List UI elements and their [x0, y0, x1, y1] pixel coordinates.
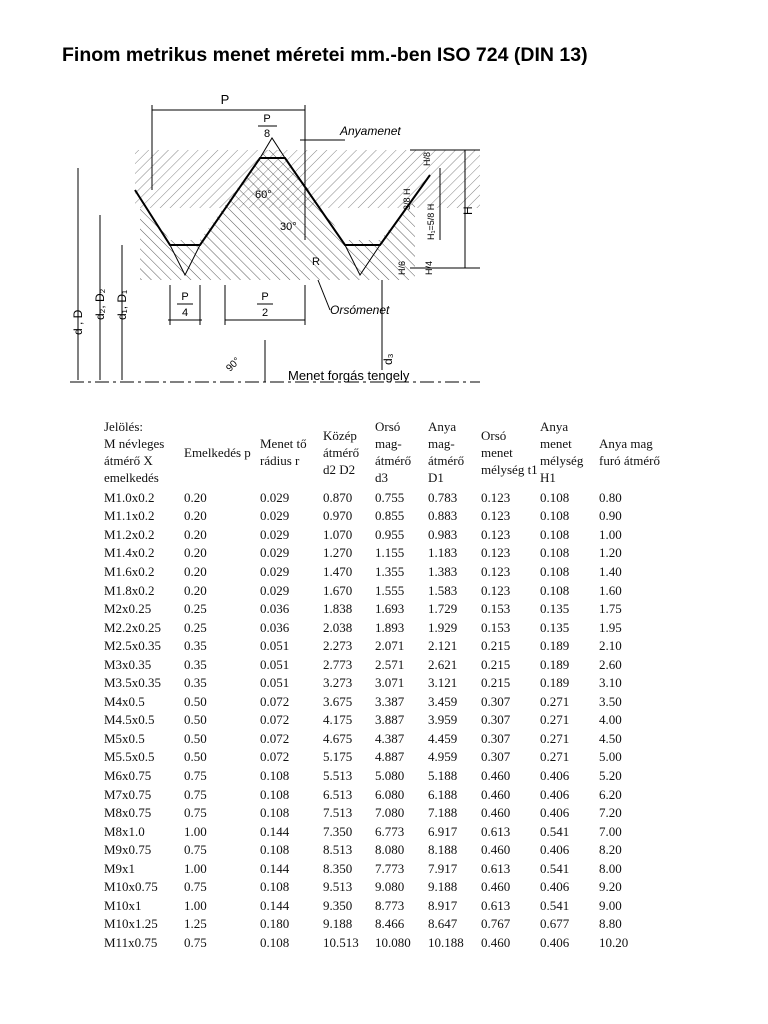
table-cell: 1.00: [184, 897, 207, 913]
table-cell: 0.406: [540, 879, 570, 895]
table-cell: 8.00: [599, 860, 622, 876]
table-cell: 0.123: [481, 582, 511, 598]
table-cell: 1.40: [599, 563, 622, 579]
table-cell: 7.080: [375, 805, 405, 821]
table-cell: 0.051: [260, 675, 290, 691]
table-row: [104, 896, 671, 915]
d3-label: d₃: [381, 353, 395, 365]
table-cell: 0.75: [184, 842, 207, 858]
table-cell: 0.189: [540, 656, 570, 672]
table-cell: 1.470: [323, 563, 353, 579]
p8-numerator: P: [263, 113, 271, 125]
table-cell: M3x0.35: [104, 656, 152, 672]
table-cell: 6.188: [428, 786, 458, 802]
table-cell: 4.175: [323, 712, 353, 728]
page-title: Finom metrikus menet méretei mm.-ben ISO 724 (DIN 13): [62, 44, 588, 66]
table-cell: 0.029: [260, 563, 290, 579]
table-cell: 3.459: [428, 693, 458, 709]
table-cell: 0.460: [481, 842, 511, 858]
table-cell: 8.80: [599, 916, 622, 932]
table-cell: 0.029: [260, 526, 290, 542]
table-cell: 9.080: [375, 879, 405, 895]
table-body: [104, 488, 671, 952]
p2-numerator: P: [261, 291, 269, 303]
table-row: [104, 803, 671, 822]
table-cell: 1.60: [599, 582, 622, 598]
table-cell: 0.036: [260, 619, 290, 635]
table-cell: 0.271: [540, 730, 570, 746]
table-cell: 0.783: [428, 489, 458, 505]
table-cell: 0.108: [540, 582, 570, 598]
table-cell: 4.887: [375, 749, 405, 765]
table-cell: 0.271: [540, 749, 570, 765]
table-cell: 0.955: [375, 526, 405, 542]
table-cell: 0.406: [540, 786, 570, 802]
table-cell: M10x1: [104, 897, 142, 913]
table-cell: 5.513: [323, 767, 353, 783]
table-cell: M5x0.5: [104, 730, 145, 746]
d2-D2-label: d₂, D₂: [93, 288, 107, 320]
table-cell: 0.051: [260, 656, 290, 672]
table-cell: 0.215: [481, 656, 511, 672]
table-cell: 4.00: [599, 712, 622, 728]
table-cell: 8.917: [428, 897, 458, 913]
table-cell: 0.108: [260, 786, 290, 802]
table-cell: 0.406: [540, 805, 570, 821]
table-cell: 3.959: [428, 712, 458, 728]
header-pitch: Emelkedés p: [184, 444, 251, 460]
table-cell: 0.271: [540, 693, 570, 709]
table-cell: 7.00: [599, 823, 622, 839]
table-cell: 1.693: [375, 601, 405, 617]
angle-60-label: 60°: [255, 189, 272, 201]
table-cell: 0.072: [260, 730, 290, 746]
table-cell: 0.123: [481, 508, 511, 524]
table-cell: 4.959: [428, 749, 458, 765]
table-cell: 2.273: [323, 638, 353, 654]
table-cell: 8.080: [375, 842, 405, 858]
table-cell: 7.20: [599, 805, 622, 821]
table-cell: 0.215: [481, 675, 511, 691]
table-cell: 0.108: [260, 879, 290, 895]
table-cell: 7.350: [323, 823, 353, 839]
d1-D1-label: d₁, D₁: [115, 289, 129, 320]
table-cell: 5.20: [599, 767, 622, 783]
angle-30-label: 30°: [280, 221, 297, 233]
table-row: [104, 655, 671, 674]
radius-label: R: [312, 256, 320, 268]
header-designation: Jelölés: M névleges átmérő X emelkedés: [104, 419, 165, 485]
orsomenet-label: Orsómenet: [330, 303, 390, 317]
table-row: [104, 581, 671, 600]
header-nut-thread-depth: Anya menet mélység H1: [540, 419, 584, 485]
p-top-label: P: [220, 92, 230, 107]
header-bolt-minor-diameter: Orsó mag-átmérő d3: [375, 419, 412, 485]
p2-denominator: 2: [261, 307, 269, 319]
table-row: [104, 933, 671, 952]
table-cell: 0.20: [184, 489, 207, 505]
table-cell: 2.621: [428, 656, 458, 672]
table-cell: M9x0.75: [104, 842, 152, 858]
table-cell: 0.029: [260, 508, 290, 524]
table-cell: 4.387: [375, 730, 405, 746]
table-cell: 0.189: [540, 675, 570, 691]
table-cell: 0.108: [260, 767, 290, 783]
table-cell: 6.773: [375, 823, 405, 839]
table-cell: M1.8x0.2: [104, 582, 155, 598]
table-cell: 3.675: [323, 693, 353, 709]
table-cell: 0.883: [428, 508, 458, 524]
table-cell: 0.541: [540, 860, 570, 876]
table-cell: 9.00: [599, 897, 622, 913]
table-cell: 9.513: [323, 879, 353, 895]
table-cell: 0.307: [481, 693, 511, 709]
table-cell: 1.270: [323, 545, 353, 561]
table-cell: 0.072: [260, 693, 290, 709]
table-cell: 0.029: [260, 489, 290, 505]
table-cell: 0.051: [260, 638, 290, 654]
table-cell: 3.10: [599, 675, 622, 691]
table-cell: 0.613: [481, 823, 511, 839]
table-cell: 8.350: [323, 860, 353, 876]
table-cell: 10.20: [599, 934, 629, 950]
table-cell: 5.00: [599, 749, 622, 765]
table-cell: 0.50: [184, 693, 207, 709]
h-label: H: [461, 206, 475, 215]
table-cell: 3.121: [428, 675, 458, 691]
table-cell: 8.513: [323, 842, 353, 858]
table-cell: 9.188: [428, 879, 458, 895]
table-cell: M1.6x0.2: [104, 563, 155, 579]
table-row: [104, 748, 671, 767]
table-cell: 0.75: [184, 879, 207, 895]
table-cell: 0.677: [540, 916, 570, 932]
table-cell: 2.60: [599, 656, 622, 672]
table-cell: 0.144: [260, 897, 290, 913]
table-cell: 0.135: [540, 619, 570, 635]
table-row: [104, 785, 671, 804]
table-cell: 6.917: [428, 823, 458, 839]
table-cell: 0.20: [184, 545, 207, 561]
h-4-label: H/4: [424, 260, 434, 275]
h-38-label: 3/8 H: [402, 188, 412, 210]
table-cell: 3.887: [375, 712, 405, 728]
table-row: [104, 729, 671, 748]
table-cell: 0.153: [481, 619, 511, 635]
table-cell: M1.2x0.2: [104, 526, 155, 542]
table-cell: 1.070: [323, 526, 353, 542]
table-cell: M8x0.75: [104, 805, 152, 821]
table-cell: 0.970: [323, 508, 353, 524]
table-cell: 0.123: [481, 545, 511, 561]
table-cell: 7.773: [375, 860, 405, 876]
table-cell: 8.20: [599, 842, 622, 858]
table-cell: 4.675: [323, 730, 353, 746]
table-cell: 0.20: [184, 526, 207, 542]
header-root-radius: Menet tő rádius r: [260, 436, 307, 468]
table-cell: 1.183: [428, 545, 458, 561]
table-cell: 0.180: [260, 916, 290, 932]
table-cell: M4x0.5: [104, 693, 145, 709]
table-cell: 0.406: [540, 842, 570, 858]
table-cell: 0.541: [540, 823, 570, 839]
table-cell: 1.355: [375, 563, 405, 579]
table-row: [104, 507, 671, 526]
table-cell: 1.929: [428, 619, 458, 635]
table-cell: 0.460: [481, 805, 511, 821]
table-cell: M10x1.25: [104, 916, 158, 932]
table-cell: 0.406: [540, 934, 570, 950]
table-row: [104, 822, 671, 841]
table-row: [104, 859, 671, 878]
table-cell: 8.773: [375, 897, 405, 913]
table-cell: 2.071: [375, 638, 405, 654]
table-cell: 1.20: [599, 545, 622, 561]
table-cell: M3.5x0.35: [104, 675, 162, 691]
table-cell: 0.75: [184, 805, 207, 821]
table-cell: 0.613: [481, 897, 511, 913]
table-cell: 0.75: [184, 934, 207, 950]
table-cell: M7x0.75: [104, 786, 152, 802]
table-cell: 0.35: [184, 638, 207, 654]
table-cell: 0.20: [184, 508, 207, 524]
table-cell: 1.95: [599, 619, 622, 635]
table-cell: 1.893: [375, 619, 405, 635]
table-cell: 0.80: [599, 489, 622, 505]
d-D-label: d , D: [71, 309, 85, 335]
table-cell: 10.188: [428, 934, 464, 950]
table-cell: 1.729: [428, 601, 458, 617]
table-row: [104, 636, 671, 655]
table-row: [104, 877, 671, 896]
table-cell: M1.0x0.2: [104, 489, 155, 505]
table-cell: M1.4x0.2: [104, 545, 155, 561]
table-cell: 2.571: [375, 656, 405, 672]
table-cell: 0.072: [260, 712, 290, 728]
table-cell: 0.460: [481, 934, 511, 950]
table-cell: 0.50: [184, 712, 207, 728]
table-cell: 0.855: [375, 508, 405, 524]
table-cell: 2.121: [428, 638, 458, 654]
table-cell: 0.75: [184, 767, 207, 783]
table-row: [104, 673, 671, 692]
table-cell: M4.5x0.5: [104, 712, 155, 728]
table-cell: 8.647: [428, 916, 458, 932]
table-cell: 0.460: [481, 786, 511, 802]
table-cell: 0.072: [260, 749, 290, 765]
table-cell: 7.513: [323, 805, 353, 821]
table-cell: 8.188: [428, 842, 458, 858]
table-cell: 1.00: [184, 823, 207, 839]
table-row: [104, 525, 671, 544]
table-cell: M2x0.25: [104, 601, 152, 617]
table-cell: 7.188: [428, 805, 458, 821]
table-cell: 9.20: [599, 879, 622, 895]
table-cell: 0.983: [428, 526, 458, 542]
table-cell: 0.108: [540, 545, 570, 561]
table-cell: 2.773: [323, 656, 353, 672]
table-cell: 8.466: [375, 916, 405, 932]
table-cell: 0.271: [540, 712, 570, 728]
table-cell: M10x0.75: [104, 879, 158, 895]
table-cell: 0.123: [481, 563, 511, 579]
table-cell: 0.406: [540, 767, 570, 783]
table-cell: M1.1x0.2: [104, 508, 155, 524]
table-cell: 0.25: [184, 601, 207, 617]
p8-denominator: 8: [263, 128, 271, 140]
table-cell: 0.35: [184, 656, 207, 672]
table-cell: 0.144: [260, 860, 290, 876]
table-cell: 7.917: [428, 860, 458, 876]
table-header-row: [104, 416, 671, 488]
axis-label: Menet forgás tengely: [288, 368, 410, 383]
table-cell: 0.029: [260, 582, 290, 598]
table-cell: 0.189: [540, 638, 570, 654]
table-cell: 1.583: [428, 582, 458, 598]
table-cell: 2.038: [323, 619, 353, 635]
table-cell: 0.460: [481, 879, 511, 895]
table-cell: 4.50: [599, 730, 622, 746]
table-cell: 3.50: [599, 693, 622, 709]
table-cell: 0.755: [375, 489, 405, 505]
angle-90-label: 90°: [224, 355, 243, 375]
table-cell: 3.273: [323, 675, 353, 691]
table-cell: M5.5x0.5: [104, 749, 155, 765]
table-cell: 9.350: [323, 897, 353, 913]
table-cell: 1.25: [184, 916, 207, 932]
table-cell: 0.108: [260, 805, 290, 821]
table-cell: 0.108: [540, 508, 570, 524]
table-cell: 6.20: [599, 786, 622, 802]
table-cell: 0.75: [184, 786, 207, 802]
table-cell: 0.153: [481, 601, 511, 617]
table-cell: 0.35: [184, 675, 207, 691]
table-cell: 0.036: [260, 601, 290, 617]
table-cell: 0.135: [540, 601, 570, 617]
table-row: [104, 599, 671, 618]
table-cell: 1.00: [184, 860, 207, 876]
thread-dimensions-table: [104, 416, 671, 952]
table-cell: 0.307: [481, 730, 511, 746]
table-cell: M11x0.75: [104, 934, 158, 950]
table-cell: 10.080: [375, 934, 411, 950]
table-cell: 0.108: [540, 526, 570, 542]
table-cell: 0.460: [481, 767, 511, 783]
thread-profile-diagram: [60, 80, 500, 400]
h-6-label: H/6: [397, 260, 407, 275]
table-row: [104, 488, 671, 507]
table-cell: 0.123: [481, 489, 511, 505]
table-cell: 0.20: [184, 563, 207, 579]
table-cell: 0.215: [481, 638, 511, 654]
table-cell: 0.029: [260, 545, 290, 561]
table-row: [104, 840, 671, 859]
table-cell: 6.080: [375, 786, 405, 802]
table-cell: 0.144: [260, 823, 290, 839]
table-cell: 2.10: [599, 638, 622, 654]
header-nut-minor-diameter: Anya mag-átmérő D1: [428, 419, 465, 485]
table-row: [104, 562, 671, 581]
table-cell: 1.00: [599, 526, 622, 542]
table-cell: 0.108: [260, 842, 290, 858]
table-cell: 0.50: [184, 749, 207, 765]
table-row: [104, 711, 671, 730]
h-8-label: H/8: [422, 151, 432, 166]
table-cell: 5.188: [428, 767, 458, 783]
table-cell: 0.108: [260, 934, 290, 950]
table-cell: 3.071: [375, 675, 405, 691]
table-cell: 1.75: [599, 601, 622, 617]
table-cell: 0.767: [481, 916, 511, 932]
table-row: [104, 915, 671, 934]
p4-numerator: P: [181, 291, 189, 303]
table-cell: 5.080: [375, 767, 405, 783]
table-cell: 0.541: [540, 897, 570, 913]
table-cell: 0.613: [481, 860, 511, 876]
table-cell: 6.513: [323, 786, 353, 802]
table-cell: M2.2x0.25: [104, 619, 162, 635]
table-cell: 4.459: [428, 730, 458, 746]
table-cell: 0.20: [184, 582, 207, 598]
p4-denominator: 4: [181, 307, 189, 319]
table-cell: 0.50: [184, 730, 207, 746]
table-cell: 1.555: [375, 582, 405, 598]
table-row: [104, 692, 671, 711]
table-cell: 1.838: [323, 601, 353, 617]
table-row: [104, 544, 671, 563]
table-cell: 0.90: [599, 508, 622, 524]
table-cell: 1.155: [375, 545, 405, 561]
table-cell: M2.5x0.35: [104, 638, 162, 654]
table-cell: M9x1: [104, 860, 136, 876]
table-row: [104, 618, 671, 637]
table-cell: 1.670: [323, 582, 353, 598]
table-cell: 0.307: [481, 712, 511, 728]
table-row: [104, 766, 671, 785]
header-tap-drill-diameter: Anya mag furó átmérő: [599, 436, 661, 468]
table-cell: 1.383: [428, 563, 458, 579]
table-cell: 10.513: [323, 934, 359, 950]
table-cell: 0.870: [323, 489, 353, 505]
table-cell: 5.175: [323, 749, 353, 765]
table-cell: 3.387: [375, 693, 405, 709]
table-cell: 9.188: [323, 916, 353, 932]
table-cell: 0.108: [540, 489, 570, 505]
table-cell: 0.108: [540, 563, 570, 579]
table-cell: 0.123: [481, 526, 511, 542]
table-cell: M6x0.75: [104, 767, 152, 783]
table-cell: M8x1.0: [104, 823, 145, 839]
header-pitch-diameter: Közép átmérő d2 D2: [323, 427, 360, 477]
header-bolt-thread-depth: Orsó menet mélység t1: [481, 427, 538, 477]
table-cell: 0.25: [184, 619, 207, 635]
table-cell: 0.307: [481, 749, 511, 765]
anyamenet-label: Anyamenet: [340, 124, 401, 138]
h1-label: H₁=5/8 H: [426, 203, 436, 240]
